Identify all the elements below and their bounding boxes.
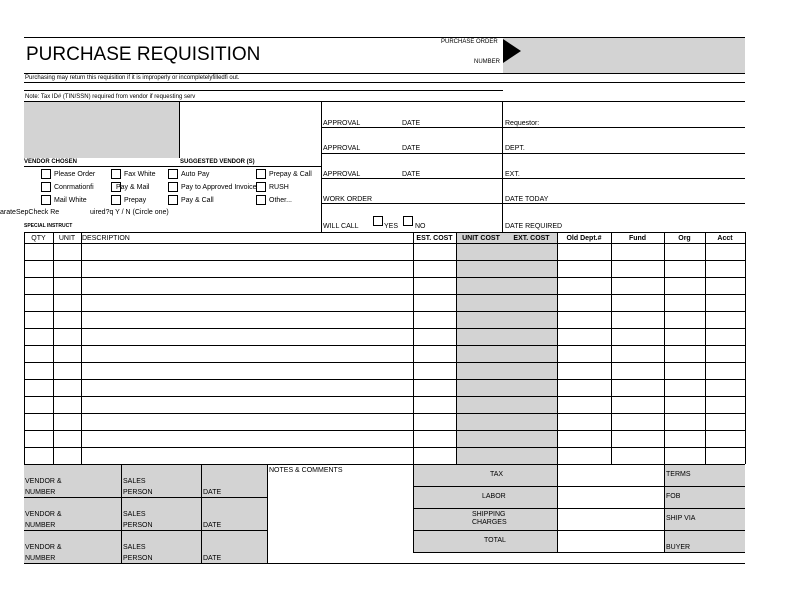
requestor-label: Requestor: [505, 120, 540, 127]
footer-date-2: DATE [203, 522, 222, 529]
vendor-chosen-box[interactable] [24, 102, 179, 158]
option-prepay-call: Prepay & Call [269, 171, 312, 178]
separate-check-text-a: arateSepCheck Re [0, 209, 60, 216]
footer-date-3: DATE [203, 555, 222, 562]
table-row[interactable] [24, 328, 745, 329]
option-pay-call: Pay & Call [181, 197, 214, 204]
checkbox-pay-call[interactable] [168, 195, 178, 205]
table-row[interactable] [24, 362, 745, 363]
col-fund: Fund [628, 235, 647, 242]
checkbox-prepay-call[interactable] [256, 169, 266, 179]
option-pay-mail: Pay & Mail [116, 184, 150, 191]
sales-person-2a: SALES [123, 511, 146, 518]
return-note: Purchasing may return this requisition if it is improperly or incompletelyfilledfi out. [25, 75, 240, 81]
checkbox-will-call-yes[interactable] [373, 216, 383, 226]
dept-label: DEPT. [505, 145, 525, 152]
table-row[interactable] [24, 345, 745, 346]
tax-label: TAX [490, 471, 504, 478]
notes-comments-label: NOTES & COMMENTS [269, 467, 343, 474]
buyer-label: BUYER [666, 544, 691, 551]
terms-label: TERMS [666, 471, 691, 478]
option-other: Other... [269, 197, 292, 204]
option-please-order: Please Order [54, 171, 96, 178]
sales-person-1a: SALES [123, 478, 146, 485]
option-prepay: Prepay [124, 197, 147, 204]
approval-date-3: DATE [402, 171, 421, 178]
footer-date-1: DATE [203, 489, 222, 496]
col-unit-cost: UNIT COST [462, 235, 500, 242]
table-row[interactable] [24, 413, 745, 414]
number-label: NUMBER [474, 59, 501, 65]
checkbox-rush[interactable] [256, 182, 266, 192]
top-rule [24, 37, 745, 38]
sales-person-3a: SALES [123, 544, 146, 551]
po-label: PURCHASE ORDER [441, 39, 498, 45]
will-call-yes: YES [384, 223, 399, 230]
ship-via-label: SHIP VIA [666, 515, 696, 522]
col-est-cost: EST. COST [416, 235, 453, 242]
approval-label-3: APPROVAL [323, 171, 361, 178]
option-fax-white: Fax White [124, 171, 156, 178]
separate-check-text-b: uired?q Y / N (Circle one) [90, 209, 169, 216]
vendor-chosen-label: VENDOR CHOSEN [24, 159, 78, 165]
col-unit: UNIT [58, 235, 76, 242]
vendor-number-3b: NUMBER [25, 555, 56, 562]
checkbox-other[interactable] [256, 195, 266, 205]
checkbox-will-call-no[interactable] [403, 216, 413, 226]
ext-label: EXT. [505, 171, 520, 178]
vendor-number-2a: VENDOR & [25, 511, 62, 518]
table-row[interactable] [24, 379, 745, 380]
col-old-dept: Old Dept.# [566, 235, 602, 242]
checkbox-confirmation[interactable] [41, 182, 51, 192]
table-row[interactable] [24, 277, 745, 278]
col-ext-cost: EXT. COST [513, 235, 550, 242]
col-description: DESCRIPTION [82, 235, 130, 242]
approval-date-1: DATE [402, 120, 421, 127]
table-row[interactable] [24, 447, 745, 448]
labor-label: LABOR [482, 493, 506, 500]
vendor-number-2b: NUMBER [25, 522, 56, 529]
po-number-box[interactable] [503, 37, 745, 73]
will-call-no: NO [415, 223, 426, 230]
col-acct: Acct [717, 235, 733, 242]
arrow-icon [503, 39, 521, 63]
sales-person-3b: PERSON [123, 555, 153, 562]
checkbox-please-order[interactable] [41, 169, 51, 179]
special-instruct-label: SPECIAL INSTRUCT [24, 223, 73, 229]
table-row[interactable] [24, 260, 745, 261]
date-today-label: DATE TODAY [505, 196, 549, 203]
sales-person-1b: PERSON [123, 489, 153, 496]
shipping-label-a: SHIPPING [472, 511, 506, 518]
will-call-label: WILL CALL [323, 223, 359, 230]
page-title: PURCHASE REQUISITION [26, 44, 261, 65]
sales-person-2b: PERSON [123, 522, 153, 529]
checkbox-prepay[interactable] [111, 195, 121, 205]
table-row[interactable] [24, 430, 745, 431]
checkbox-pay-approved-invoice[interactable] [168, 182, 178, 192]
option-auto-pay: Auto Pay [181, 171, 210, 178]
approval-label-2: APPROVAL [323, 145, 361, 152]
option-pay-approved-invoice: Pay to Approved Invoice [181, 184, 257, 191]
work-order-label: WORK ORDER [323, 196, 372, 203]
date-required-label: DATE REQUIRED [505, 223, 563, 230]
vendor-number-1a: VENDOR & [25, 478, 62, 485]
table-row[interactable] [24, 311, 745, 312]
shipping-label-b: CHARGES [472, 519, 507, 526]
fob-label: FOB [666, 493, 681, 500]
option-mail-white: Mail White [54, 197, 87, 204]
approval-label-1: APPROVAL [323, 120, 361, 127]
checkbox-auto-pay[interactable] [168, 169, 178, 179]
checkbox-fax-white[interactable] [111, 169, 121, 179]
tax-note: Note: Tax ID# (TIN/SSN) required from vendor if requesting serv [25, 94, 196, 100]
vendor-number-3a: VENDOR & [25, 544, 62, 551]
suggested-vendor-label: SUGGESTED VENDOR (S) [180, 159, 255, 165]
total-label: TOTAL [484, 537, 506, 544]
option-confirmation: Conrmationfi [54, 184, 94, 191]
table-row[interactable] [24, 294, 745, 295]
col-org: Org [678, 235, 691, 242]
table-row[interactable] [24, 396, 745, 397]
col-qty: QTY [31, 235, 46, 242]
approval-date-2: DATE [402, 145, 421, 152]
option-rush: RUSH [269, 184, 289, 191]
checkbox-mail-white[interactable] [41, 195, 51, 205]
vendor-number-1b: NUMBER [25, 489, 56, 496]
